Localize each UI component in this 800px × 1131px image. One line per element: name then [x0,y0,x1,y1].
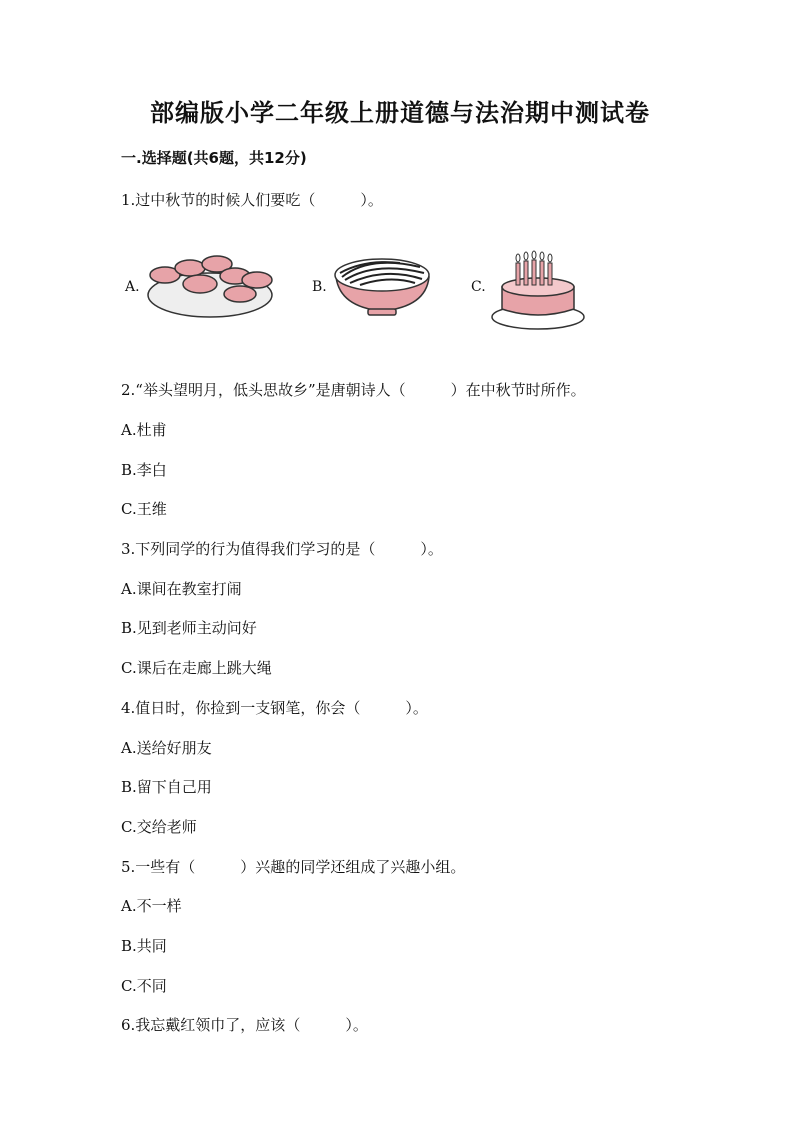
q2-option-c: C.王维 [121,500,167,518]
q3-option-c: C.课后在走廊上跳大绳 [121,659,272,677]
noodles-bowl-image [330,245,435,320]
question-5: 5.一些有（ ）兴趣的同学还组成了兴趣小组。 [121,858,466,876]
q1-option-b-label: B. [312,279,327,295]
question-2: 2.“举头望明月，低头思故乡”是唐朝诗人（ ）在中秋节时所作。 [121,381,586,399]
question-3: 3.下列同学的行为值得我们学习的是（ ）。 [121,540,443,558]
q2-option-b: B.李白 [121,461,167,479]
q4-option-a: A.送给好朋友 [121,739,212,757]
question-1: 1.过中秋节的时候人们要吃（ ）。 [121,191,383,209]
q4-option-c: C.交给老师 [121,818,197,836]
birthday-cake-image [488,245,588,335]
q5-option-a: A.不一样 [121,897,182,915]
question-4: 4.值日时，你捡到一支钢笔，你会（ ）。 [121,699,428,717]
q2-option-a: A.杜甫 [121,421,167,439]
q5-option-c: C.不同 [121,977,167,995]
q5-option-b: B.共同 [121,937,167,955]
q3-option-a: A.课间在教室打闹 [121,580,242,598]
q4-option-b: B.留下自己用 [121,778,212,796]
page-title: 部编版小学二年级上册道德与法治期中测试卷 [150,98,650,127]
question-6: 6.我忘戴红领巾了，应该（ ）。 [121,1016,368,1034]
q1-option-a-label: A. [125,279,140,295]
mooncakes-image [145,250,280,325]
section-heading: 一.选择题(共6题，共12分) [121,149,307,167]
q1-option-c-label: C. [471,279,486,295]
q3-option-b: B.见到老师主动问好 [121,619,257,637]
